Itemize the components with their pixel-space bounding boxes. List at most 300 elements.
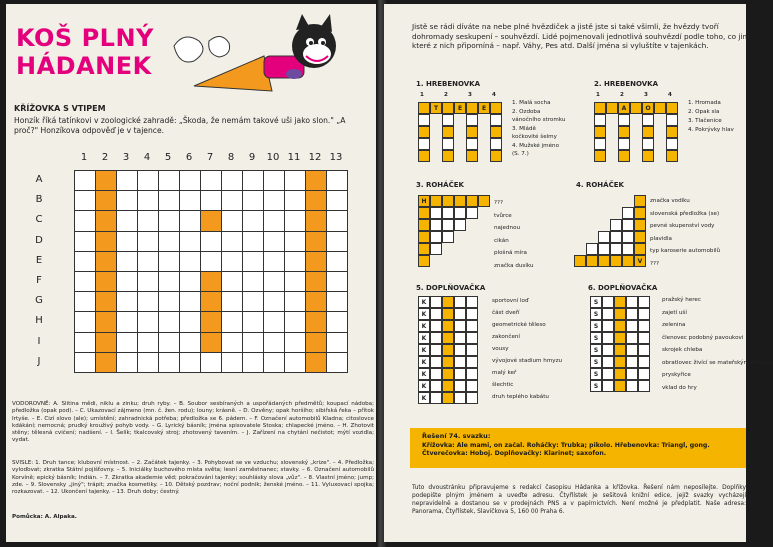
grid-cell bbox=[74, 231, 96, 252]
grid-cell bbox=[326, 332, 348, 353]
puzzle-cell bbox=[642, 150, 654, 162]
grid-cell bbox=[305, 311, 327, 332]
puzzle-cell bbox=[602, 368, 614, 380]
clues-across: VODOROVNĚ: A. Slitina mědi, niklu a zinku; druh ryby. – B. Soubor sesbíraných a uspořádaných předmětů; koupací nádoba; předložka (opak pod). – C. Ukazovací zájmeno (mn. č. žen. rodu); louny; krásně. – D. Ozvěny; opak horšího; sibiřská řeka – přítok Irtyše. – E. Cizí slovo (ale); umístění; zahradnická potřeba; předložka se 6. pádem. – F. Označení automobilů Kladna; citoslovce kdákání; nemocná; prudký krouživý pohyb vody. – G. Lyrický básník; jména spisovatele Stoska; chlapecké jméno. – H. Zhotovit stěny; tělesná cvičení; nadšení. – I. Šelík; tkalcovský stroj; zhotovený tavením. – J. Zařízení na chytání nečistot; mýtí vozidla; vydat. bbox=[12, 401, 374, 444]
column-label: 6 bbox=[185, 152, 193, 163]
grid-cell bbox=[137, 291, 159, 312]
clue-text: skrojek chleba bbox=[662, 347, 703, 353]
grid-cell bbox=[116, 210, 138, 231]
grid-cell bbox=[179, 251, 201, 272]
answers-text: Křížovka: Ale mami, on začal. Roháčky: Trubka; pikolo. Hřebenovka: Triangl, gong. Čtverečovka: Hoboj. Doplňovačky: Klarinet; saxofon. bbox=[422, 442, 710, 457]
grid-cell bbox=[284, 311, 306, 332]
puzzle-cell: K bbox=[418, 308, 430, 320]
grid-cell bbox=[284, 271, 306, 292]
clue-text: značka vodíku bbox=[650, 198, 690, 204]
puzzle-cell bbox=[418, 219, 430, 231]
grid-cell bbox=[74, 271, 96, 292]
puzzle-cell bbox=[442, 126, 454, 138]
grid-cell bbox=[326, 190, 348, 211]
clues-down: SVISLE: 1. Druh tance; klubovní místnost. – 2. Začátek tajenky. – 3. Pohybovat se ve vzduchu; slovenský „krize". – 4. Předložka; vyloďovat; zkratka Státní pojišťovny. – 5. Iniciálky buchového místa světa; lesní zaměstnanec; stavky. – 6. Označení automobilů Korvíně; epický básník; Indián. – 7. Zkratka akademie věd; pokračování tajenky; souhlásky slova „vůz". – 8. Vlastní jméno; jump; zde. – 9. Slovensky „jiný"; trápit; značka kosmetiky. – 10. Dětský pozdrav; noční podnik; ženské jméno. – 11. Vyluxovací spojka; rozkazovat. – 12. Ukončení tajenky. – 13. Druh doby; čestný. bbox=[12, 460, 374, 496]
clue-text: vklad do hry bbox=[662, 384, 697, 391]
cat-illustration bbox=[154, 16, 354, 96]
puzzle-cell: K bbox=[418, 356, 430, 368]
clue-text: pražský herec bbox=[662, 297, 701, 303]
answers-title: Řešení 74. svazku: bbox=[422, 432, 491, 440]
grid-cell bbox=[284, 332, 306, 353]
puzzle-cell bbox=[618, 150, 630, 162]
grid-cell bbox=[74, 332, 96, 353]
puzzle-cell bbox=[610, 219, 622, 231]
puzzle-cell bbox=[442, 308, 454, 320]
grid-cell bbox=[95, 352, 117, 373]
puzzle-cell bbox=[466, 308, 478, 320]
grid-cell bbox=[221, 210, 243, 231]
puzzle-cell bbox=[478, 195, 490, 207]
puzzle1-col-label: 4 bbox=[492, 92, 496, 98]
clue-text: ??? bbox=[494, 200, 503, 206]
puzzle-cell bbox=[594, 138, 606, 150]
grid-cell bbox=[95, 170, 117, 191]
column-label: 8 bbox=[227, 152, 235, 163]
puzzle-cell bbox=[490, 138, 502, 150]
puzzle-cell bbox=[466, 392, 478, 404]
puzzle-cell bbox=[418, 138, 430, 150]
grid-cell bbox=[179, 352, 201, 373]
grid-cell bbox=[179, 271, 201, 292]
puzzle-cell bbox=[626, 296, 638, 308]
puzzle-cell bbox=[618, 138, 630, 150]
puzzle-cell bbox=[490, 150, 502, 162]
puzzle-cell: E bbox=[478, 102, 490, 114]
puzzle-cell bbox=[626, 368, 638, 380]
grid-cell bbox=[158, 190, 180, 211]
grid-cell bbox=[284, 210, 306, 231]
grid-cell bbox=[242, 332, 264, 353]
grid-cell bbox=[95, 210, 117, 231]
puzzle-cell bbox=[430, 219, 442, 231]
crossword-intro: Honzík říká tatínkovi v zoologické zahradě: „Škoda, že nemám takové uši jako slon." „A proč?" Honzíkova odpověď je v tajence. bbox=[14, 116, 346, 135]
puzzle-cell bbox=[430, 231, 442, 243]
grid-cell bbox=[200, 311, 222, 332]
puzzle-cell bbox=[638, 320, 650, 332]
grid-cell bbox=[116, 190, 138, 211]
clue-text: cikán bbox=[494, 237, 509, 244]
puzzle-cell: K bbox=[418, 320, 430, 332]
grid-cell bbox=[242, 271, 264, 292]
puzzle-cell bbox=[442, 392, 454, 404]
grid-cell bbox=[242, 210, 264, 231]
puzzle-cell bbox=[430, 380, 442, 392]
clue-text: 1. Malá socha bbox=[512, 100, 551, 106]
puzzle-cell bbox=[638, 356, 650, 368]
puzzle-cell bbox=[442, 368, 454, 380]
puzzle-cell bbox=[442, 150, 454, 162]
puzzle-cell bbox=[442, 380, 454, 392]
puzzle-cell bbox=[466, 207, 478, 219]
puzzle-cell bbox=[430, 296, 442, 308]
puzzle-cell bbox=[418, 114, 430, 126]
grid-cell bbox=[179, 190, 201, 211]
grid-cell bbox=[326, 170, 348, 191]
grid-cell bbox=[179, 332, 201, 353]
grid-cell bbox=[284, 352, 306, 373]
puzzle-cell bbox=[666, 150, 678, 162]
puzzle-cell bbox=[634, 243, 646, 255]
grid-cell bbox=[326, 210, 348, 231]
puzzle-cell bbox=[442, 344, 454, 356]
clue-text: plavidla bbox=[650, 235, 672, 242]
puzzle-cell bbox=[634, 231, 646, 243]
puzzle-cell bbox=[466, 332, 478, 344]
puzzle-cell bbox=[610, 243, 622, 255]
grid-cell bbox=[179, 170, 201, 191]
puzzle-cell: E bbox=[454, 102, 466, 114]
grid-cell bbox=[158, 170, 180, 191]
puzzle-cell bbox=[466, 195, 478, 207]
page-title: KOŠ PLNÝ HÁDANEK bbox=[16, 24, 154, 80]
row-label: D bbox=[35, 234, 43, 246]
puzzle-cell: S bbox=[590, 308, 602, 320]
grid-cell bbox=[242, 231, 264, 252]
puzzle-cell: V bbox=[634, 255, 646, 267]
puzzle-cell bbox=[606, 102, 618, 114]
grid-cell bbox=[137, 170, 159, 191]
grid-cell bbox=[137, 332, 159, 353]
section-heading: KŘÍŽOVKA S VTIPEM bbox=[14, 104, 106, 113]
column-label: 4 bbox=[143, 152, 151, 163]
puzzle-cell bbox=[442, 102, 454, 114]
grid-cell bbox=[200, 352, 222, 373]
grid-cell bbox=[158, 291, 180, 312]
clue-text: slovenská předložka (se) bbox=[650, 210, 720, 217]
grid-cell bbox=[326, 311, 348, 332]
puzzle-cell bbox=[610, 231, 622, 243]
row-label: B bbox=[35, 194, 43, 206]
grid-cell bbox=[74, 210, 96, 231]
puzzle2-col-label: 1 bbox=[596, 92, 600, 98]
puzzle-cell bbox=[466, 102, 478, 114]
grid-cell bbox=[305, 170, 327, 191]
puzzle-cell bbox=[626, 332, 638, 344]
puzzle-cell: K bbox=[418, 392, 430, 404]
puzzle-cell bbox=[622, 243, 634, 255]
puzzle-cell bbox=[638, 380, 650, 392]
puzzle-cell bbox=[466, 126, 478, 138]
grid-cell bbox=[158, 271, 180, 292]
grid-cell bbox=[74, 190, 96, 211]
column-label: 2 bbox=[101, 152, 109, 163]
puzzle-cell bbox=[454, 195, 466, 207]
grid-cell bbox=[242, 352, 264, 373]
puzzle-cell bbox=[442, 332, 454, 344]
puzzle-cell bbox=[430, 356, 442, 368]
grid-cell bbox=[200, 332, 222, 353]
grid-cell bbox=[284, 291, 306, 312]
puzzle-cell: K bbox=[418, 332, 430, 344]
grid-cell bbox=[263, 210, 285, 231]
clue-text: vánočního stromku bbox=[512, 117, 566, 123]
puzzle-cell bbox=[634, 195, 646, 207]
puzzle-cell bbox=[614, 368, 626, 380]
puzzle1-col-label: 1 bbox=[420, 92, 424, 98]
grid-cell bbox=[284, 190, 306, 211]
puzzle-cell bbox=[454, 368, 466, 380]
column-label: 12 bbox=[308, 152, 322, 163]
puzzle-cell bbox=[614, 380, 626, 392]
clue-text: malý keř bbox=[492, 370, 517, 376]
column-label: 9 bbox=[248, 152, 256, 163]
puzzle-cell bbox=[638, 296, 650, 308]
grid-cell bbox=[305, 291, 327, 312]
puzzle-cell bbox=[466, 114, 478, 126]
grid-cell bbox=[263, 170, 285, 191]
grid-cell bbox=[200, 210, 222, 231]
puzzle-cell bbox=[430, 308, 442, 320]
grid-cell bbox=[221, 251, 243, 272]
column-label: 10 bbox=[266, 152, 280, 163]
puzzle-cell bbox=[454, 356, 466, 368]
clue-text: členovec podobný pavoukovi bbox=[662, 334, 744, 341]
grid-cell bbox=[221, 291, 243, 312]
puzzle-cell bbox=[626, 344, 638, 356]
grid-cell bbox=[242, 251, 264, 272]
puzzle-cell bbox=[466, 138, 478, 150]
puzzle-cell bbox=[642, 126, 654, 138]
clue-text: část dveří bbox=[492, 310, 520, 316]
puzzle-cell: S bbox=[590, 344, 602, 356]
puzzle-cell bbox=[430, 195, 442, 207]
puzzle-cell bbox=[626, 320, 638, 332]
grid-cell bbox=[200, 170, 222, 191]
puzzle-cell bbox=[418, 255, 430, 267]
puzzle-cell bbox=[442, 296, 454, 308]
grid-cell bbox=[116, 352, 138, 373]
grid-cell bbox=[305, 332, 327, 353]
grid-cell bbox=[221, 271, 243, 292]
row-label: J bbox=[37, 355, 41, 367]
puzzle-cell bbox=[634, 207, 646, 219]
grid-cell bbox=[263, 190, 285, 211]
puzzle-cell bbox=[622, 207, 634, 219]
grid-cell bbox=[137, 311, 159, 332]
puzzle-cell bbox=[442, 138, 454, 150]
column-label: 11 bbox=[287, 152, 301, 163]
puzzle-cell bbox=[614, 308, 626, 320]
row-label: G bbox=[35, 295, 43, 307]
puzzle-cell bbox=[594, 126, 606, 138]
puzzle-cell: S bbox=[590, 332, 602, 344]
grid-cell bbox=[305, 271, 327, 292]
puzzle2-title: 2. HREBENOVKA bbox=[594, 80, 658, 88]
puzzle-cell: S bbox=[590, 368, 602, 380]
puzzle-cell bbox=[466, 380, 478, 392]
grid-cell bbox=[95, 251, 117, 272]
puzzle-cell bbox=[602, 332, 614, 344]
clue-text: pryskyřice bbox=[662, 372, 691, 378]
clue-text: sportovní loď bbox=[492, 298, 529, 304]
clue-text: 3. Tlačenice bbox=[688, 118, 722, 124]
grid-cell bbox=[95, 311, 117, 332]
grid-cell bbox=[221, 332, 243, 353]
puzzle-cell bbox=[594, 102, 606, 114]
grid-cell bbox=[221, 352, 243, 373]
puzzle-cell bbox=[642, 138, 654, 150]
row-label: I bbox=[37, 335, 41, 347]
puzzle-cell bbox=[618, 126, 630, 138]
clue-text: najednou bbox=[494, 225, 521, 231]
puzzle-cell bbox=[430, 243, 442, 255]
puzzle-cell bbox=[574, 255, 586, 267]
puzzle-cell bbox=[454, 219, 466, 231]
grid-cell bbox=[74, 311, 96, 332]
puzzle-cell bbox=[618, 114, 630, 126]
grid-cell bbox=[326, 352, 348, 373]
grid-cell bbox=[179, 231, 201, 252]
grid-cell bbox=[305, 210, 327, 231]
puzzle-cell bbox=[430, 320, 442, 332]
puzzle-cell bbox=[630, 102, 642, 114]
puzzle-cell bbox=[622, 231, 634, 243]
puzzle-cell bbox=[430, 207, 442, 219]
grid-cell bbox=[179, 210, 201, 231]
grid-cell bbox=[116, 271, 138, 292]
clue-text: vývojové stadium hmyzu bbox=[492, 358, 563, 364]
grid-cell bbox=[326, 231, 348, 252]
puzzle-cell bbox=[430, 392, 442, 404]
puzzle-cell bbox=[442, 320, 454, 332]
column-label: 3 bbox=[122, 152, 130, 163]
puzzle-cell bbox=[598, 243, 610, 255]
column-label: 13 bbox=[329, 152, 343, 163]
grid-cell bbox=[263, 352, 285, 373]
puzzle-cell bbox=[490, 102, 502, 114]
clue-text: pevné skupenství vody bbox=[650, 223, 715, 229]
clue-text: kočkovité šelmy bbox=[512, 134, 557, 140]
clue-text: tvůrce bbox=[494, 212, 512, 219]
grid-cell bbox=[200, 190, 222, 211]
grid-cell bbox=[221, 170, 243, 191]
row-label: E bbox=[35, 254, 43, 266]
puzzle-cell bbox=[454, 207, 466, 219]
puzzle-cell bbox=[602, 320, 614, 332]
hint: Pomůcka: A. Alpaka. bbox=[12, 514, 77, 520]
grid-cell bbox=[263, 291, 285, 312]
row-label: F bbox=[36, 275, 42, 286]
grid-cell bbox=[200, 251, 222, 272]
puzzle-cell bbox=[466, 296, 478, 308]
grid-cell bbox=[137, 271, 159, 292]
left-page bbox=[6, 4, 378, 542]
puzzle-cell: S bbox=[590, 320, 602, 332]
grid-cell bbox=[137, 231, 159, 252]
grid-cell bbox=[158, 311, 180, 332]
puzzle-cell bbox=[466, 368, 478, 380]
clue-text: plošná míra bbox=[494, 250, 527, 256]
puzzle-cell: K bbox=[418, 368, 430, 380]
grid-cell bbox=[116, 291, 138, 312]
row-label: A bbox=[35, 174, 43, 185]
puzzle-cell bbox=[598, 231, 610, 243]
puzzle-cell bbox=[642, 114, 654, 126]
clue-text: zakončení bbox=[492, 334, 520, 340]
right-intro: Jistě se rádi díváte na nebe plné hvězdiček a jistě jste si také všimli, že hvězdy tvoří dohromady seskupení – souhvězdí. Lidé pojmenovali jednotlivá souhvězdí podle toho, co jim které z nich připomíná – např. Váhy, Pes atd. Další jména si vyluštíte v tajenkách. bbox=[412, 22, 750, 50]
puzzle-cell bbox=[442, 219, 454, 231]
puzzle-cell bbox=[602, 308, 614, 320]
clue-text: značka dusíku bbox=[494, 262, 534, 269]
grid-cell bbox=[221, 190, 243, 211]
puzzle-cell: K bbox=[418, 296, 430, 308]
answers-box bbox=[410, 428, 746, 468]
grid-cell bbox=[221, 311, 243, 332]
puzzle1-title: 1. HREBENOVKA bbox=[416, 80, 480, 88]
grid-cell bbox=[95, 291, 117, 312]
puzzle-cell bbox=[418, 231, 430, 243]
grid-cell bbox=[263, 332, 285, 353]
puzzle3-title: 3. ROHÁČEK bbox=[416, 181, 464, 189]
puzzle-cell bbox=[602, 344, 614, 356]
puzzle-cell bbox=[654, 102, 666, 114]
puzzle-cell bbox=[634, 219, 646, 231]
grid-cell bbox=[305, 231, 327, 252]
clue-text: 4. Mužské jméno bbox=[512, 142, 560, 149]
grid-cell bbox=[158, 251, 180, 272]
grid-cell bbox=[326, 291, 348, 312]
puzzle-cell bbox=[454, 320, 466, 332]
puzzle-cell bbox=[466, 150, 478, 162]
puzzle-cell bbox=[430, 344, 442, 356]
clue-text: 4. Pokrývky hlav bbox=[688, 127, 734, 133]
puzzle1-col-label: 2 bbox=[444, 92, 448, 98]
grid-cell bbox=[116, 251, 138, 272]
puzzle-cell bbox=[622, 255, 634, 267]
grid-cell bbox=[200, 271, 222, 292]
grid-cell bbox=[158, 332, 180, 353]
puzzle-cell: K bbox=[418, 380, 430, 392]
grid-cell bbox=[200, 231, 222, 252]
puzzle-cell bbox=[614, 344, 626, 356]
puzzle-cell bbox=[610, 255, 622, 267]
grid-cell bbox=[242, 311, 264, 332]
puzzle-cell bbox=[638, 332, 650, 344]
puzzle1-col-label: 3 bbox=[468, 92, 472, 98]
clue-text: vousy bbox=[492, 346, 509, 352]
grid-cell bbox=[326, 251, 348, 272]
puzzle-cell bbox=[614, 296, 626, 308]
puzzle-cell bbox=[454, 344, 466, 356]
column-label: 1 bbox=[80, 152, 88, 163]
puzzle-cell bbox=[466, 344, 478, 356]
puzzle-cell bbox=[490, 126, 502, 138]
grid-cell bbox=[158, 352, 180, 373]
grid-cell bbox=[137, 190, 159, 211]
grid-cell bbox=[95, 190, 117, 211]
row-label: C bbox=[35, 214, 43, 226]
grid-cell bbox=[263, 231, 285, 252]
grid-cell bbox=[263, 251, 285, 272]
clue-text: 3. Mládě bbox=[512, 125, 536, 132]
puzzle-cell bbox=[430, 332, 442, 344]
clue-text: zelenina bbox=[662, 322, 686, 328]
grid-cell bbox=[74, 170, 96, 191]
clue-text: obratlovec živící se mateřským mlékem bbox=[662, 359, 773, 366]
grid-cell bbox=[284, 231, 306, 252]
clue-text: druh teplého kabátu bbox=[492, 394, 549, 400]
puzzle-cell bbox=[638, 308, 650, 320]
grid-cell bbox=[221, 231, 243, 252]
grid-cell bbox=[284, 251, 306, 272]
puzzle-cell bbox=[418, 243, 430, 255]
puzzle-cell bbox=[442, 356, 454, 368]
